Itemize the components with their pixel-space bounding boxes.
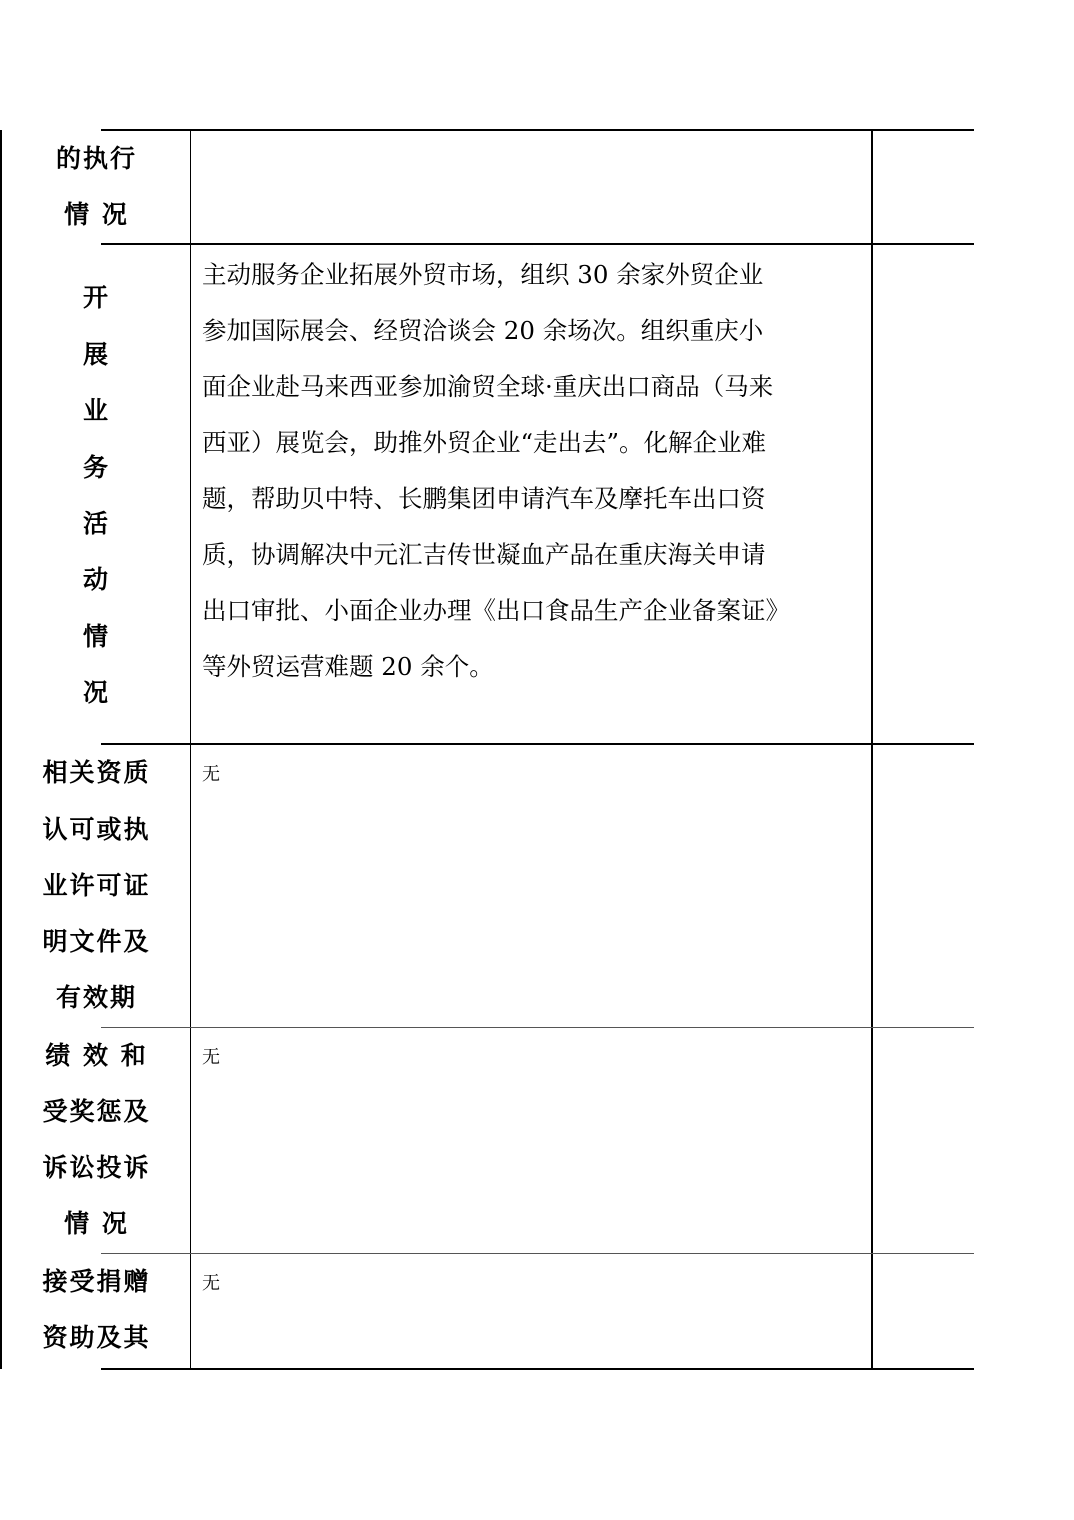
row-label-line: 受奖惩及 [42,1097,151,1126]
table-row [0,130,873,244]
table-row [0,1027,873,1253]
row-label-line: 业 [82,396,110,425]
row-label-line: 绩 效 和 [45,1041,148,1070]
paragraph-line: 质，协调解决中元汇吉传世凝血产品在重庆海关申请 [202,540,766,569]
paragraph-line: 题，帮助贝中特、长鹏集团申请汽车及摩托车出口资 [202,484,766,513]
row-label-line: 务 [82,453,110,482]
paragraph-line: 主动服务企业拓展外贸市场，组织 30 余家外贸企业 [202,260,764,289]
row-label-cell [2,1027,191,1253]
table-border [101,129,974,131]
row-label-line: 有效期 [55,983,137,1012]
content-value: 无 [202,1047,220,1068]
row-label-line: 认可或执 [42,815,151,844]
row-label-line: 的执行 [55,144,137,173]
content-value: 无 [202,764,220,785]
content-value: 无 [202,1273,220,1294]
row-label-cell [2,744,191,1027]
paragraph-line: 参加国际展会、经贸洽谈会 20 余场次。组织重庆小 [202,316,764,345]
table-row [0,1253,873,1369]
row-label-cell [2,1253,191,1369]
row-label-line: 诉讼投诉 [42,1153,151,1182]
paragraph-line: 等外贸运营难题 20 余个。 [202,652,494,681]
row-label-line: 明文件及 [42,927,151,956]
table-border [101,1253,974,1254]
table-row [0,244,873,744]
row-label-line: 情 况 [64,1209,129,1238]
table-border [101,743,974,745]
row-label-line: 开 [82,283,110,312]
row-label-line: 情 况 [64,200,129,229]
row-label-line: 接受捐赠 [42,1267,151,1296]
paragraph-line: 出口审批、小面企业办理《出口食品生产企业备案证》 [202,596,790,625]
paragraph-line: 西亚）展览会，助推外贸企业“走出去”。化解企业难 [202,428,767,457]
row-label-cell [2,130,191,244]
row-label-line: 况 [82,678,110,707]
row-label-cell [2,244,191,744]
row-label-line: 相关资质 [42,758,151,787]
table-border [101,1368,974,1370]
row-label-line: 资助及其 [42,1323,151,1352]
table-border [101,1027,974,1028]
table-row [0,744,873,1027]
row-label-line: 活 [82,509,110,538]
row-label-line: 情 [82,622,110,651]
row-label-line: 业许可证 [42,871,151,900]
row-label-line: 展 [82,340,110,369]
paragraph-line: 面企业赴马来西亚参加渝贸全球·重庆出口商品（马来 [202,372,774,401]
row-label-line: 动 [82,565,110,594]
table-border [101,243,974,245]
